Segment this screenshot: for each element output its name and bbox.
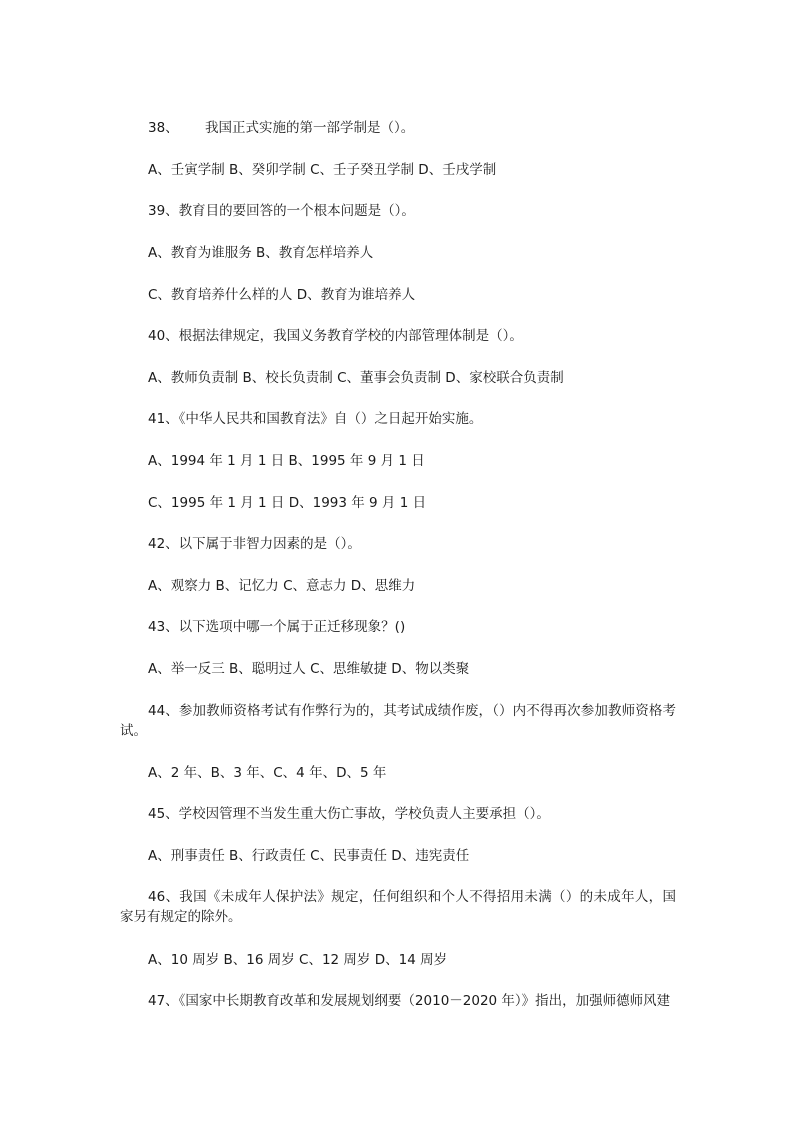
question-39: 39、教育目的要回答的一个根本问题是（）。 <box>148 203 415 219</box>
question-41: 41、《中华人民共和国教育法》自（）之日起开始实施。 <box>148 411 483 427</box>
question-38 <box>148 118 414 138</box>
options-43: A、举一反三 B、聪明过人 C、思维敏捷 D、物以类聚 <box>148 661 470 677</box>
question-number: 38、 <box>148 120 179 136</box>
question-text: 我国正式实施的第一部学制是（）。 <box>205 120 415 136</box>
options-41-cd: C、1995 年 1 月 1 日 D、1993 年 9 月 1 日 <box>148 495 427 511</box>
options-45: A、刑事责任 B、行政责任 C、民事责任 D、违宪责任 <box>148 848 470 864</box>
options-46: A、10 周岁 B、16 周岁 C、12 周岁 D、14 周岁 <box>148 952 448 968</box>
options-39-cd: C、教育培养什么样的人 D、教育为谁培养人 <box>148 287 416 303</box>
question-42: 42、以下属于非智力因素的是（）。 <box>148 536 361 552</box>
question-46: 46、我国《未成年人保护法》规定，任何组织和个人不得招用未满（）的未成年人，国家另有规定的除外。 <box>120 889 676 925</box>
question-47: 47、《国家中长期教育改革和发展规划纲要（2010－2020 年）》指出，加强师德师风建 <box>148 993 671 1009</box>
options-40: A、教师负责制 B、校长负责制 C、董事会负责制 D、家校联合负责制 <box>148 370 564 386</box>
options-41-ab: A、1994 年 1 月 1 日 B、1995 年 9 月 1 日 <box>148 453 425 469</box>
question-44: 44、参加教师资格考试有作弊行为的，其考试成绩作废，（）内不得再次参加教师资格考试。 <box>120 703 676 739</box>
options-38: A、壬寅学制 B、癸卯学制 C、壬子癸丑学制 D、壬戌学制 <box>148 162 497 178</box>
question-43: 43、以下选项中哪一个属于正迁移现象？() <box>148 619 406 635</box>
question-40: 40、根据法律规定，我国义务教育学校的内部管理体制是（）。 <box>148 328 523 344</box>
question-45: 45、学校因管理不当发生重大伤亡事故，学校负责人主要承担（）。 <box>148 806 550 822</box>
options-44: A、2 年、B、3 年、C、4 年、D、5 年 <box>148 765 387 781</box>
options-39-ab: A、教育为谁服务 B、教育怎样培养人 <box>148 245 374 261</box>
options-42: A、观察力 B、记忆力 C、意志力 D、思维力 <box>148 578 416 594</box>
